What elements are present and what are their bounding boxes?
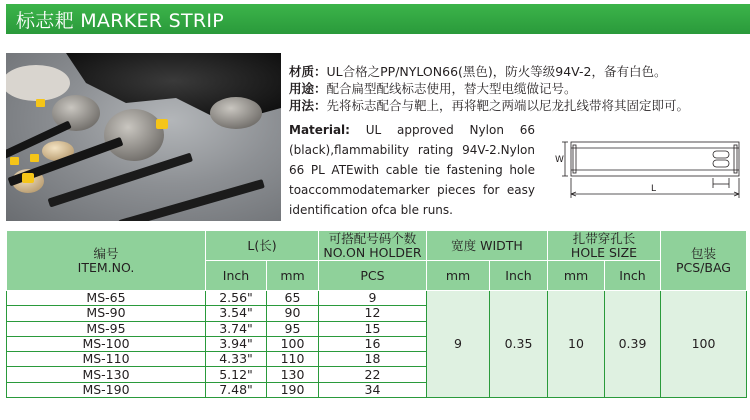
holder-pcs-cell: 34 bbox=[319, 382, 427, 397]
usage-line-cn bbox=[289, 80, 744, 97]
item-header-cn: 编号 bbox=[93, 245, 119, 261]
holder-header-cn: 可搭配号码个数 bbox=[328, 230, 417, 246]
length-mm-cell: 130 bbox=[267, 367, 319, 382]
hole-inch-cell: 0.39 bbox=[605, 291, 661, 398]
marker-strip-photo-illustration bbox=[6, 53, 281, 221]
length-mm-cell: 190 bbox=[267, 382, 319, 397]
width-mm-header: mm bbox=[427, 261, 490, 291]
holder-pcs-cell: 18 bbox=[319, 352, 427, 367]
length-mm-header: mm bbox=[267, 261, 319, 291]
length-inch-header: Inch bbox=[206, 261, 267, 291]
item-cell: MS-100 bbox=[7, 336, 206, 351]
length-inch-cell: 4.33" bbox=[206, 352, 267, 367]
description-cn bbox=[289, 63, 744, 114]
hole-inch-header: Inch bbox=[605, 261, 661, 291]
product-photo bbox=[6, 53, 281, 221]
diagram-l-label: L bbox=[651, 184, 657, 194]
length-mm-cell: 100 bbox=[267, 336, 319, 351]
hole-mm-cell: 10 bbox=[548, 291, 605, 398]
item-cell: MS-130 bbox=[7, 367, 206, 382]
page-header bbox=[0, 0, 750, 38]
title-bar bbox=[6, 4, 750, 34]
hole-header-en: HOLE SIZE bbox=[570, 244, 638, 260]
length-inch-cell: 3.54" bbox=[206, 306, 267, 321]
page-title: 标志耙 MARKER STRIP bbox=[16, 9, 225, 32]
material-label-cn: 材质： bbox=[289, 64, 327, 79]
width-inch-header: Inch bbox=[490, 261, 548, 291]
col-width-header: 宽度 WIDTH bbox=[427, 231, 548, 261]
item-cell: MS-190 bbox=[7, 382, 206, 397]
col-pack-header bbox=[661, 231, 747, 291]
item-cell: MS-65 bbox=[7, 291, 206, 306]
length-mm-cell: 90 bbox=[267, 306, 319, 321]
method-line-cn bbox=[289, 97, 744, 114]
usage-label-cn: 用途： bbox=[289, 81, 327, 96]
holder-pcs-cell: 12 bbox=[319, 306, 427, 321]
holder-pcs-cell: 16 bbox=[319, 336, 427, 351]
length-inch-cell: 5.12" bbox=[206, 367, 267, 382]
material-line-cn bbox=[289, 63, 744, 80]
col-item-header bbox=[7, 231, 206, 291]
method-text-cn: 先将标志配合与靶上，再将靶之两端以尼龙扎线带将其固定即可。 bbox=[326, 98, 690, 113]
length-mm-cell: 110 bbox=[267, 352, 319, 367]
length-mm-cell: 65 bbox=[267, 291, 319, 306]
hole-mm-header: mm bbox=[548, 261, 605, 291]
col-holder-header bbox=[319, 231, 427, 261]
table-row bbox=[7, 291, 747, 306]
pack-header-cn: 包装 bbox=[690, 245, 716, 261]
width-mm-cell: 9 bbox=[427, 291, 490, 398]
holder-pcs-header: PCS bbox=[319, 261, 427, 291]
item-cell: MS-95 bbox=[7, 321, 206, 336]
length-mm-cell: 95 bbox=[267, 321, 319, 336]
hole-header-cn: 扎带穿孔长 bbox=[572, 230, 636, 246]
usage-text-cn: 配合扁型配线标志使用，替大型电缆做记号。 bbox=[326, 81, 577, 96]
holder-pcs-cell: 9 bbox=[319, 291, 427, 306]
width-inch-cell: 0.35 bbox=[490, 291, 548, 398]
item-cell: MS-90 bbox=[7, 306, 206, 321]
col-hole-header bbox=[548, 231, 661, 261]
length-inch-cell: 3.74" bbox=[206, 321, 267, 336]
material-label-en: Material: bbox=[289, 123, 350, 137]
method-label-cn: 用法： bbox=[289, 98, 327, 113]
material-text-cn: UL合格之PP/NYLON66(黑色)，防火等级94V-2，备有白色。 bbox=[326, 64, 667, 79]
description-en bbox=[289, 120, 535, 220]
material-text-en: UL approved Nylon 66 (black),flammability rating 94V-2.Nylon 66 PL ATEwith cable tie fastening hole toaccommodatemarker pieces for easy identification ofca ble runs. bbox=[289, 123, 535, 217]
item-header-en: ITEM.NO. bbox=[77, 259, 135, 275]
holder-header-en: NO.ON HOLDER bbox=[323, 244, 422, 260]
diagram-w-label: W bbox=[555, 155, 564, 165]
item-cell: MS-110 bbox=[7, 352, 206, 367]
holder-pcs-cell: 22 bbox=[319, 367, 427, 382]
holder-pcs-cell: 15 bbox=[319, 321, 427, 336]
length-inch-cell: 7.48" bbox=[206, 382, 267, 397]
length-inch-cell: 3.94" bbox=[206, 336, 267, 351]
pack-header-en: PCS/BAG bbox=[675, 259, 731, 275]
col-length-header: L(长) bbox=[206, 231, 319, 261]
marker-strip-drawing bbox=[541, 124, 746, 222]
dimension-diagram bbox=[541, 124, 746, 222]
length-inch-cell: 2.56" bbox=[206, 291, 267, 306]
pack-cell: 100 bbox=[661, 291, 747, 398]
spec-table bbox=[6, 230, 747, 398]
